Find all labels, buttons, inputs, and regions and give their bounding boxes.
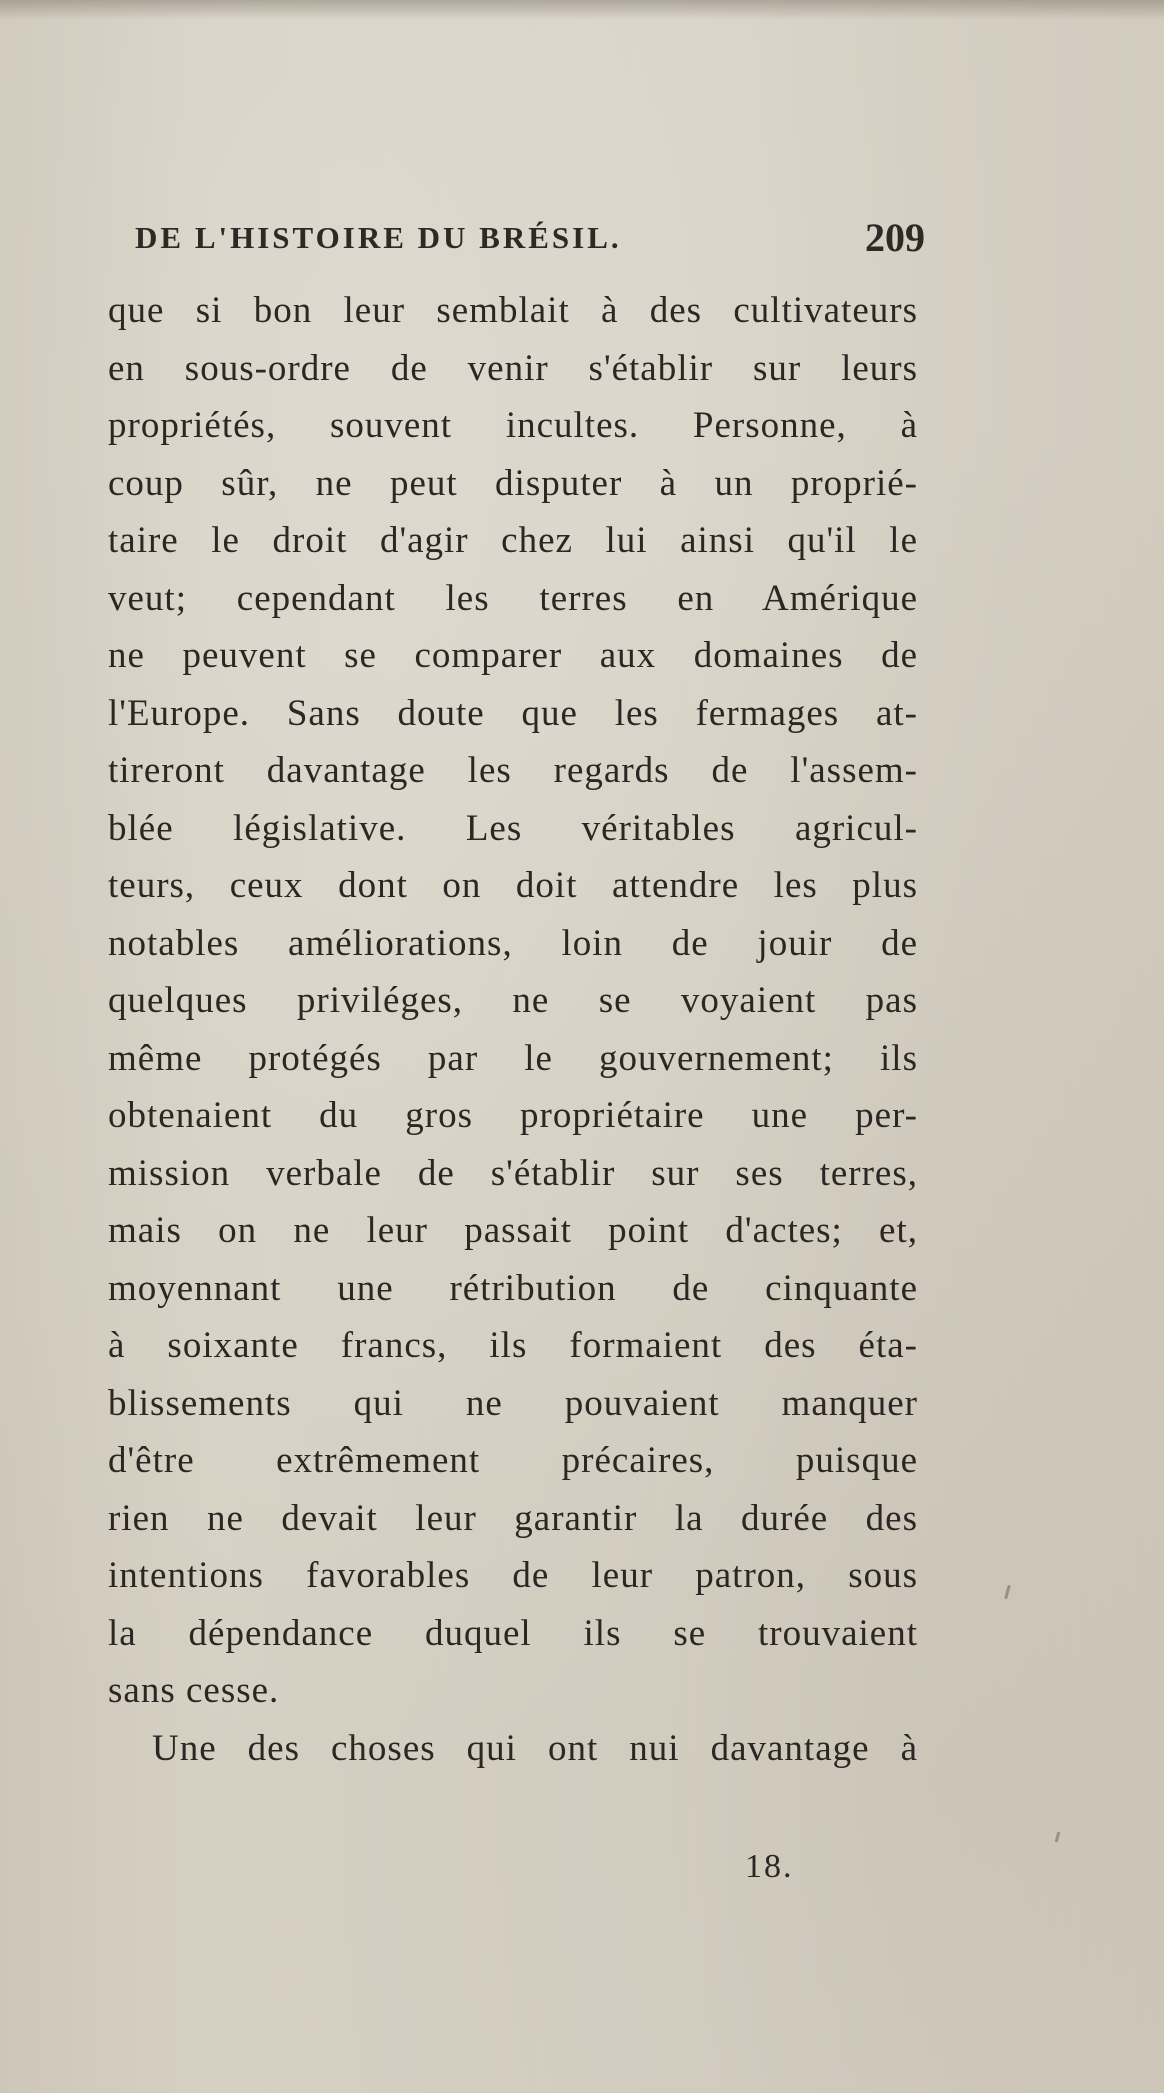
text-line: propriétés, souvent incultes. Personne, à — [108, 405, 918, 446]
text-line: teurs, ceux dont on doit attendre les plus — [108, 865, 918, 906]
paper-speck — [1055, 1832, 1060, 1842]
running-head — [135, 215, 925, 266]
page-edge-shadow — [0, 0, 1164, 20]
text-line: même protégés par le gouvernement; ils — [108, 1037, 918, 1079]
text-line: ne peuvent se comparer aux domaines de — [108, 635, 918, 676]
text-line: d'être extrêmement précaires, puisque — [108, 1440, 918, 1481]
running-title: DE L'HISTOIRE DU BRÉSIL. — [135, 220, 622, 255]
text-line: blissements qui ne pouvaient manquer — [108, 1382, 918, 1424]
text-line: veut; cependant les terres en Amérique — [108, 577, 918, 619]
text-line: sans cesse. — [108, 1670, 280, 1711]
text-line: à soixante francs, ils formaient des éta- — [108, 1325, 918, 1366]
body-text — [108, 282, 918, 1777]
signature-mark: 18. — [745, 1848, 794, 1885]
text-line: moyennant une rétribution de cinquante — [108, 1267, 918, 1309]
paper-speck — [1004, 1585, 1011, 1599]
text-line: intentions favorables de leur patron, sous — [108, 1555, 918, 1596]
text-line: rien ne devait leur garantir la durée des — [108, 1497, 918, 1539]
text-line: coup sûr, ne peut disputer à un proprié- — [108, 462, 918, 504]
text-line: obtenaient du gros propriétaire une per- — [108, 1095, 918, 1136]
text-line: que si bon leur semblait à des cultivateurs — [108, 290, 918, 331]
text-line: mission verbale de s'établir sur ses terres, — [108, 1152, 918, 1194]
text-line: blée législative. Les véritables agricul- — [108, 807, 918, 849]
page-number: 209 — [865, 215, 925, 260]
text-line: notables améliorations, loin de jouir de — [108, 922, 918, 964]
text-line: quelques priviléges, ne se voyaient pas — [108, 980, 918, 1021]
text-line: la dépendance duquel ils se trouvaient — [108, 1612, 918, 1654]
text-line: l'Europe. Sans doute que les fermages at- — [108, 692, 918, 734]
text-line: Une des choses qui ont nui davantage à — [152, 1727, 918, 1769]
text-line: en sous-ordre de venir s'établir sur leurs — [108, 347, 918, 389]
text-line: taire le droit d'agir chez lui ainsi qu'il le — [108, 520, 918, 561]
text-line: tireront davantage les regards de l'assem- — [108, 750, 918, 791]
text-line: mais on ne leur passait point d'actes; et, — [108, 1210, 918, 1251]
